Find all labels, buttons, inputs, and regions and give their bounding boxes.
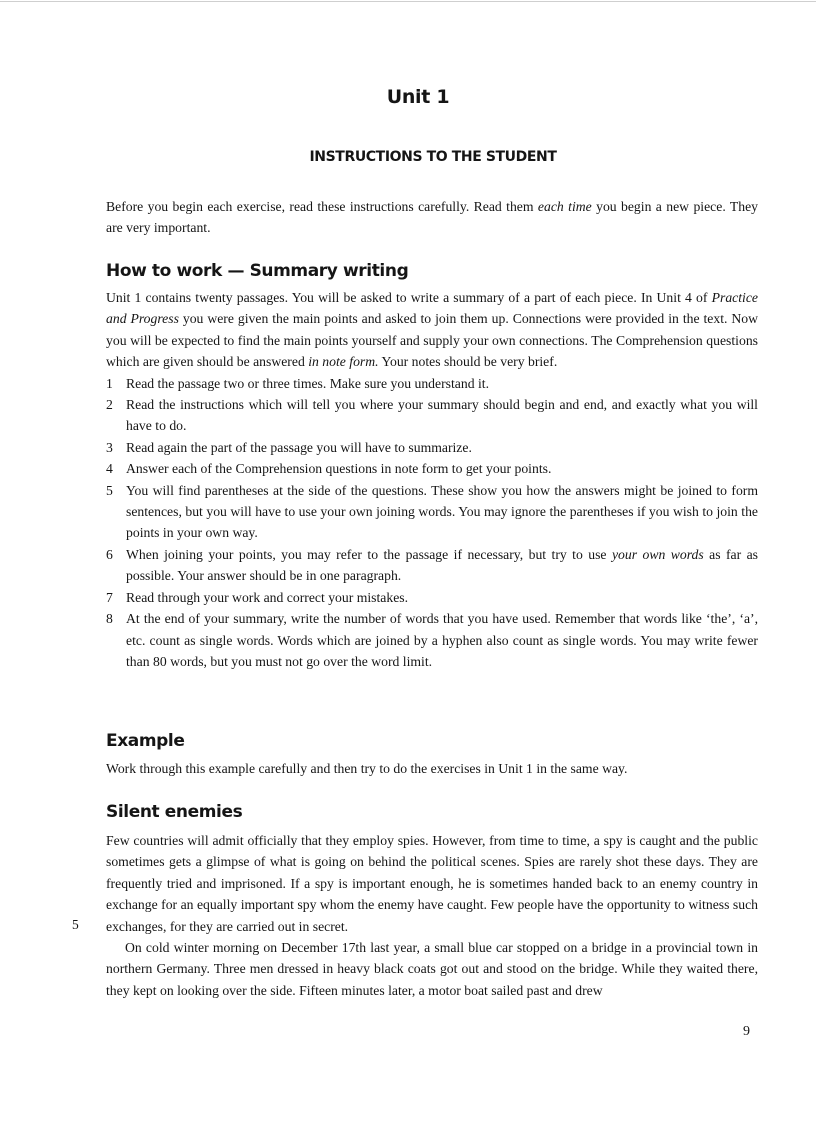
steps-list xyxy=(106,373,758,673)
intro-emphasis: each time xyxy=(537,199,592,214)
page-number: 9 xyxy=(743,1024,750,1039)
intro-paragraph xyxy=(106,196,758,239)
step-text: Read the passage two or three times. Make sure you understand it. xyxy=(126,375,489,391)
list-item xyxy=(106,394,758,437)
step-number: 4 xyxy=(106,461,113,477)
step-number: 8 xyxy=(106,611,113,627)
list-item xyxy=(106,544,758,587)
intro-text-part2: you begin a new piece. They are very important. xyxy=(106,199,758,236)
unit-title: Unit 1 xyxy=(386,86,450,108)
intro-text-part1: Before you begin each exercise, read these instructions carefully. Read them xyxy=(106,199,538,214)
list-item xyxy=(106,480,758,544)
step-text: Read through your work and correct your mistakes. xyxy=(126,589,409,605)
step-text: Read again the part of the passage you will have to summarize. xyxy=(126,439,472,455)
step-number: 3 xyxy=(106,439,113,455)
list-item xyxy=(106,608,758,672)
step-text: Answer each of the Comprehension questions in note form to get your points. xyxy=(126,461,552,477)
book-title: Practice and Progress xyxy=(106,290,758,327)
how-to-work-section xyxy=(106,287,758,672)
step-number: 7 xyxy=(106,589,113,605)
line-number: 5 xyxy=(72,917,79,932)
step-number: 2 xyxy=(106,397,113,413)
how-to-work-text-part1: Unit 1 contains twenty passages. You will be asked to write a summary of a part of each piece. In Unit 4 of xyxy=(106,290,712,305)
step-number: 5 xyxy=(106,482,113,498)
how-to-work-text-part2: you were given the main points and asked to join them up. Connections were provided in the text. Now you will be expected to find the main points yourself and supply your own connections. The Comprehension questions which are given should be answered xyxy=(106,311,758,370)
step-emphasis: your own words xyxy=(611,546,704,562)
top-rule xyxy=(0,1,816,2)
how-to-work-heading: How to work — Summary writing xyxy=(106,261,409,281)
passage-paragraph-2: On cold winter morning on December 17th last year, a small blue car stopped on a bridge in a provincial town in northern Germany. Three men dressed in heavy black coats got out and stood on the bridge. While they waited there, they kept on looking over the side. Fifteen minutes later, a motor boat sailed past and drew xyxy=(106,940,758,998)
list-item xyxy=(106,587,758,608)
passage-paragraph-1: Few countries will admit officially that they employ spies. However, from time to time, a spy is caught and the public sometimes gets a glimpse of what is going on behind the political scenes. Spies are rarely shot these days. They are frequently tried and imprisoned. If a spy is important enough, he is sometimes handed back to an enemy country in exchange for an equally important spy whom the enemy have caught. Few people have the opportunity to witness such exchanges, for they are carried out in secret. xyxy=(106,833,758,934)
how-to-work-paragraph xyxy=(106,287,758,373)
instructions-title: INSTRUCTIONS TO THE STUDENT xyxy=(309,149,557,165)
silent-enemies-heading: Silent enemies xyxy=(106,802,243,822)
note-form-emphasis: in note form. xyxy=(308,354,379,370)
list-item xyxy=(106,437,758,458)
step-text-part1: When joining your points, you may refer to the passage if necessary, but try to use xyxy=(126,546,612,562)
list-item xyxy=(106,458,758,479)
step-text: At the end of your summary, write the number of words that you have used. Remember that words like ‘the’, ‘a’, etc. count as single words. Words which are joined by a hyphen also count as single words. You may write fewer than 80 words, but you must not go over the word limit. xyxy=(126,611,758,669)
step-number: 6 xyxy=(106,546,113,562)
step-text: You will find parentheses at the side of the questions. These show you how the answers might be joined to form sentences, but you will have to use your own joining words. You may ignore the parentheses if you wish to join the points in your own way. xyxy=(126,482,758,541)
step-number: 1 xyxy=(106,375,113,391)
passage xyxy=(106,830,758,1001)
step-text-part2: as far as possible. Your answer should be in one paragraph. xyxy=(126,546,759,584)
list-item xyxy=(106,373,758,394)
step-text: Read the instructions which will tell you where your summary should begin and end, and exactly what you will have to do. xyxy=(126,397,758,434)
how-to-work-text-part3: Your notes should be very brief. xyxy=(378,354,558,370)
example-text: Work through this example carefully and then try to do the exercises in Unit 1 in the same way. xyxy=(106,761,628,776)
example-heading: Example xyxy=(106,731,185,751)
